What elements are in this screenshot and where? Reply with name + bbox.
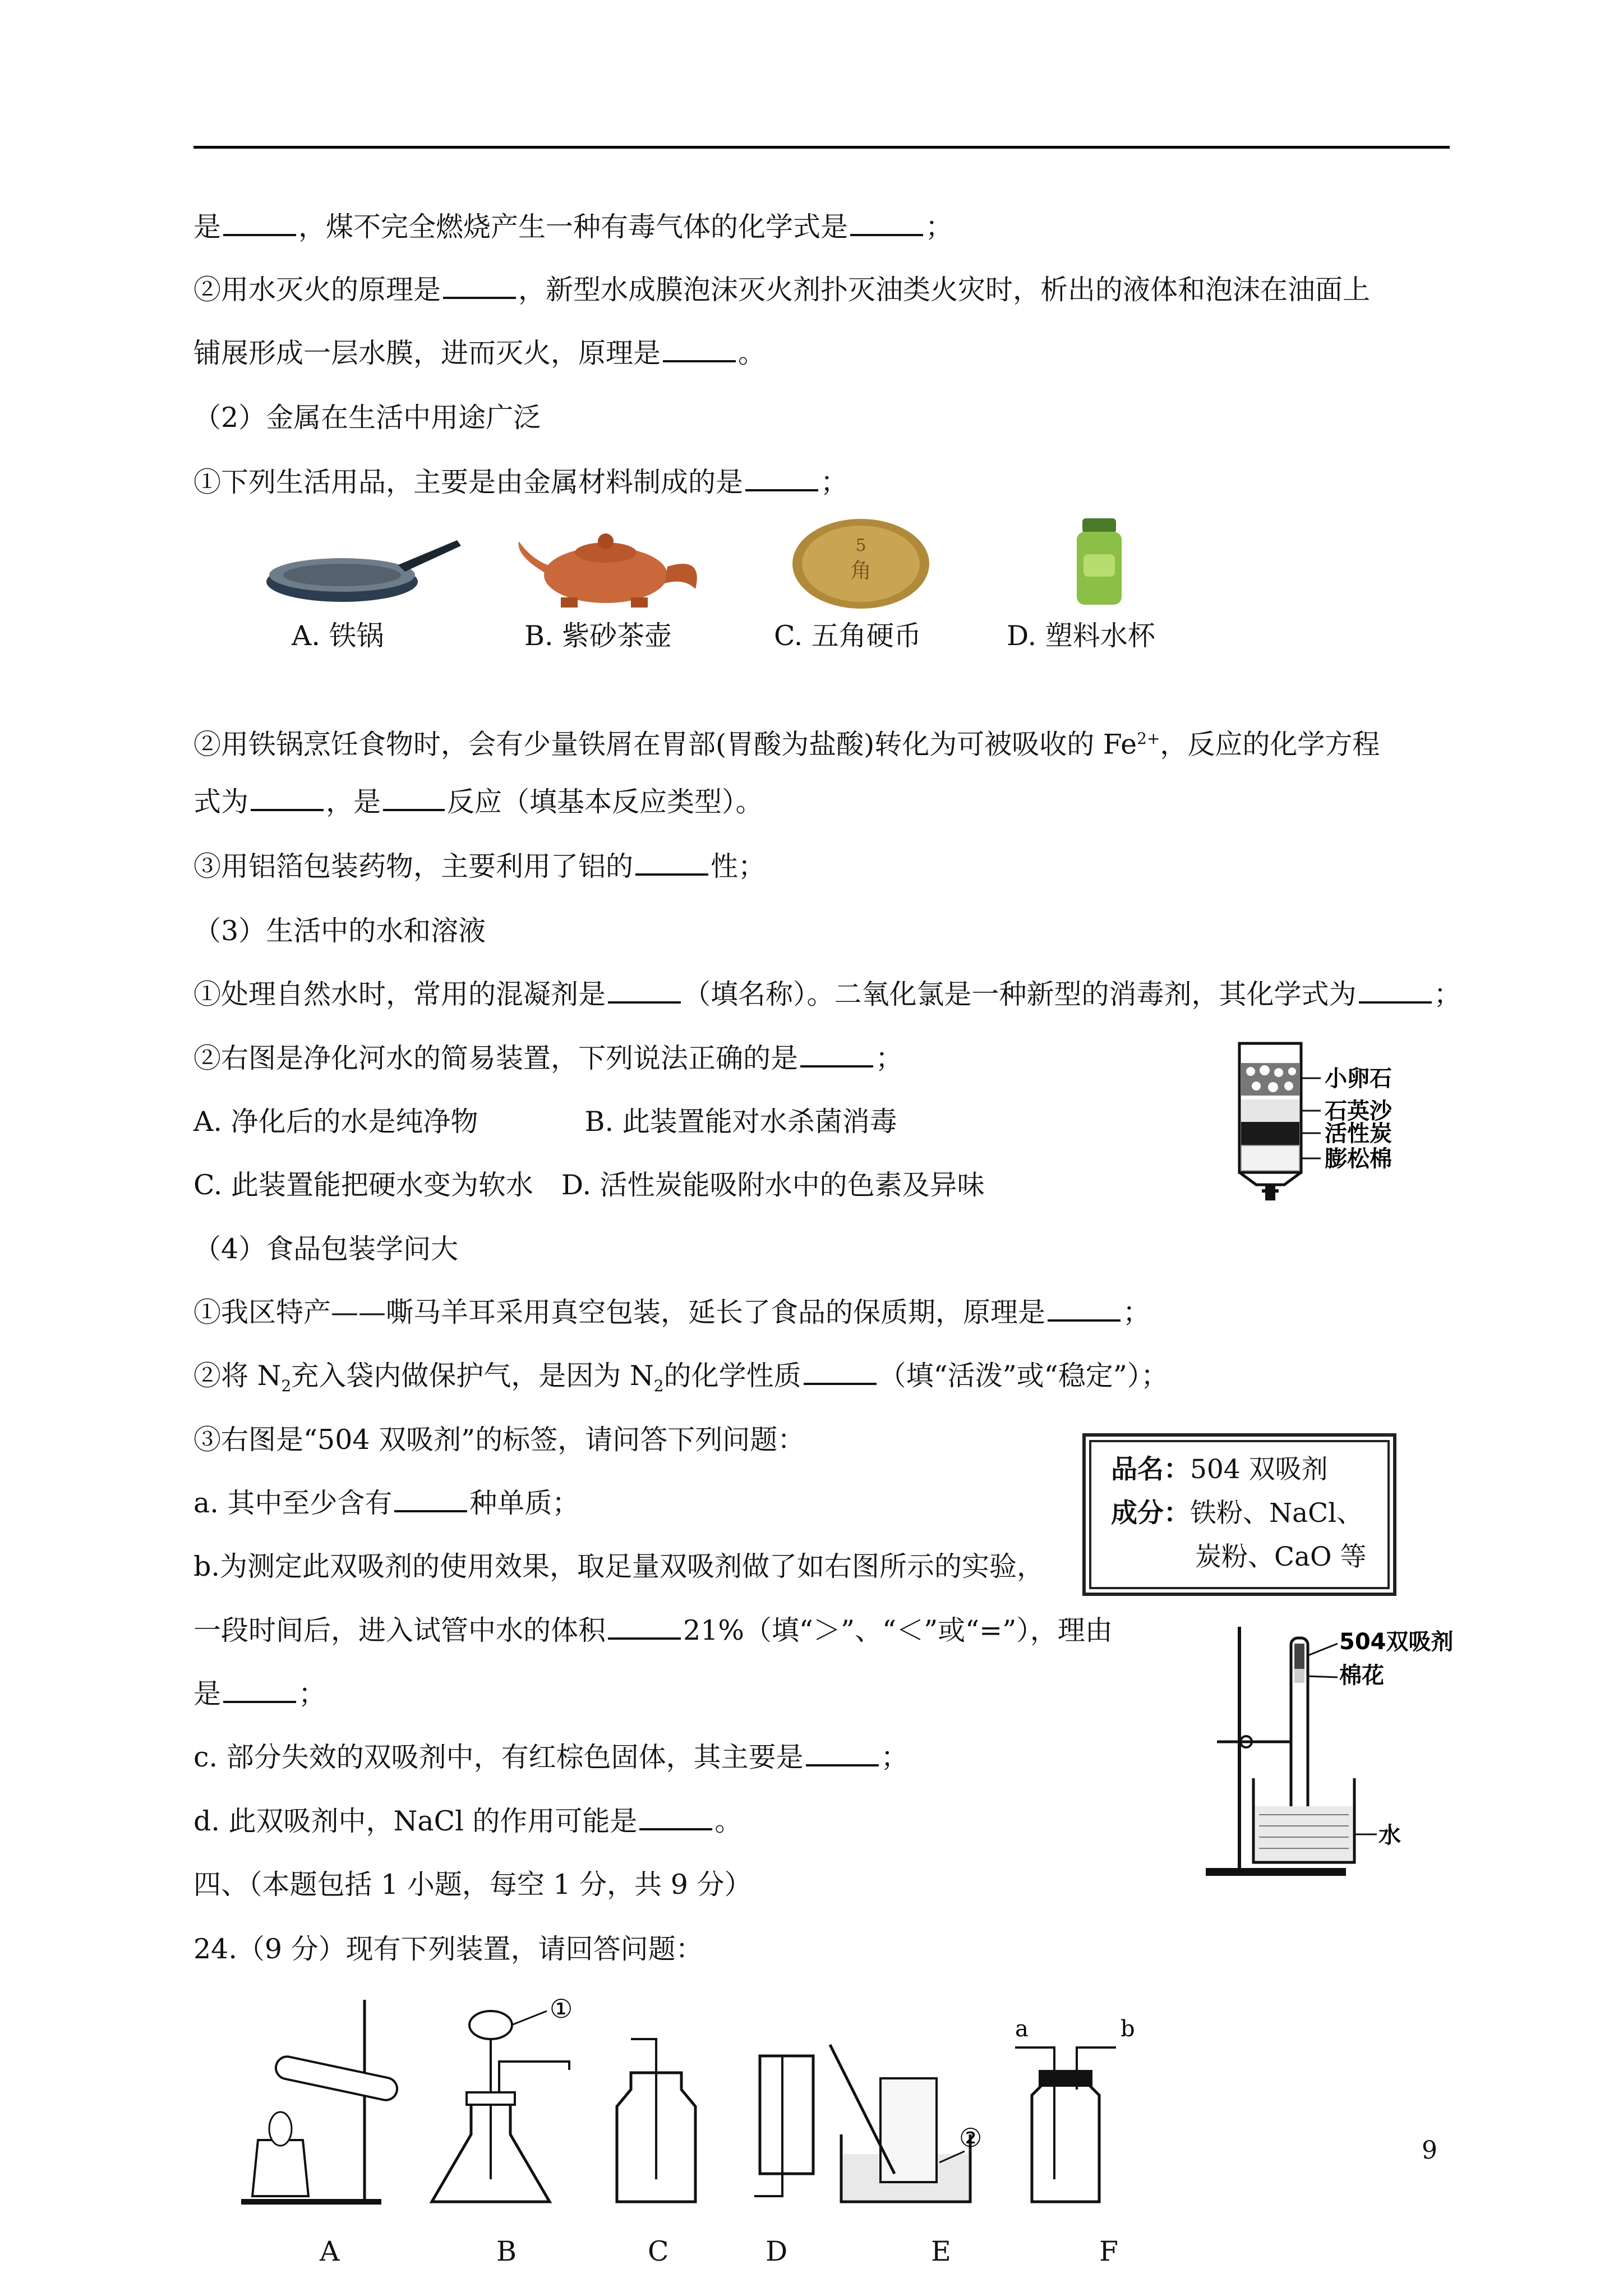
apparatus-figure [236,1994,1256,2207]
svg-text:b: b [1121,2016,1135,2042]
answer-blank[interactable] [223,1676,296,1703]
apparatus-label-f: F [1099,2235,1118,2267]
option-d-label: D. 塑料水杯 [1007,620,1155,652]
apparatus-d [754,2056,813,2196]
line-15: ①我区特产——嘶马羊耳采用真空包装，延长了食品的保质期，原理是 ； [193,1293,1150,1332]
line-18: a. 其中至少含有 种单质； [193,1484,579,1523]
teapot-figure [510,522,712,609]
answer-blank[interactable] [1359,977,1432,1004]
line-17: ③右图是“504 双吸剂”的标签，请问答下列问题： [193,1424,805,1456]
apparatus-e [830,2045,982,2202]
apparatus-label-a: A [320,2235,340,2267]
section-heading-3: （3）生活中的水和溶液 [193,915,486,947]
desiccant-label: 品名：504 双吸剂 成分：铁粉、NaCl、 炭粉、CaO 等 [1082,1433,1396,1596]
iron-wok-figure [258,530,465,606]
line-8: ③用铝箔包装药物，主要利用了铝的 性； [193,847,766,886]
line-22: c. 部分失效的双吸剂中，有红棕色固体，其主要是 ； [193,1738,909,1777]
answer-blank[interactable] [804,1358,877,1385]
apparatus-c [617,2039,695,2202]
question-24-stem: 24.（9 分）现有下列装置，请回答问题： [193,1933,703,1965]
option-c-label: C. 五角硬币 [774,620,921,652]
line-10: ①处理自然水时，常用的混凝剂是 （填名称）。二氧化氯是一种新型的消毒剂，其化学式为 ； [193,975,1461,1014]
line-13: C. 此装置能把硬水变为软水 D. 活性炭能吸附水中的色素及异味 [193,1169,985,1201]
section-heading-4: （4）食品包装学问大 [193,1233,459,1265]
line-16: ②将 $N_2$充入袋内做保护气，是因为 $N_2$的化学性质 （填“活泼”或“稳定”）； [193,1356,1168,1406]
answer-blank[interactable] [806,1740,879,1766]
svg-text:石英沙: 石英沙 [1325,1098,1392,1124]
answer-blank[interactable] [663,335,736,362]
svg-text:水: 水 [1378,1823,1401,1848]
line-5: ①下列生活用品，主要是由金属材料制成的是 ； [193,463,848,502]
apparatus-label-b: B [496,2235,517,2267]
line-20: 一段时间后，进入试管中水的体积 21%（填“＞”、“＜”或“=”），理由 [193,1611,1113,1650]
line-19: b.为测定此双吸剂的使用效果，取足量双吸剂做了如右图所示的实验， [193,1550,1044,1582]
line-11: ②右图是净化河水的简易装置，下列说法正确的是 ； [193,1039,903,1078]
answer-blank[interactable] [608,1613,681,1640]
svg-text:504双吸剂: 504双吸剂 [1339,1629,1454,1655]
line-1: 是 ，煤不完全燃烧产生一种有毒气体的化学式是 ； [193,208,953,247]
answer-blank[interactable] [608,977,681,1004]
apparatus-label-d: D [766,2235,788,2267]
answer-blank[interactable] [800,1041,873,1068]
desiccant-experiment-figure [1195,1621,1475,1890]
answer-blank[interactable] [223,209,296,236]
apparatus-a [241,2000,399,2205]
svg-text:角: 角 [850,558,872,583]
svg-text:①: ① [550,1994,573,2024]
section-heading-2: （2）金属在生活中用途广泛 [193,402,541,434]
answer-blank[interactable] [850,209,923,236]
svg-text:5: 5 [855,536,866,555]
apparatus-f [1015,2016,1135,2202]
line-2: ②用水灭火的原理是 ，新型水成膜泡沫灭火剂扑灭油类火灾时，析出的液体和泡沫在油面上 [193,270,1370,310]
svg-text:膨松棉: 膨松棉 [1325,1146,1392,1172]
apparatus-label-e: E [931,2235,951,2267]
apparatus-b [432,1994,573,2202]
line-23: d. 此双吸剂中，NaCl 的作用可能是 。 [193,1802,742,1841]
option-a-label: A. 铁锅 [292,620,384,652]
answer-blank[interactable] [745,464,818,491]
plastic-cup-figure [1066,515,1133,610]
answer-blank[interactable] [383,784,445,811]
answer-blank[interactable] [639,1803,712,1830]
line-6: ②用铁锅烹饪食物时，会有少量铁屑在胃部(胃酸为盐酸)转化为可被吸收的 $Fe^{2+}$，反应的化学方程 [193,728,1380,761]
option-b-label: B. 紫砂茶壶 [524,620,672,652]
line-21: 是 ； [193,1674,326,1714]
apparatus-label-c: C [648,2235,669,2267]
water-filter-figure [1223,1038,1436,1212]
header-rule [193,146,1450,149]
answer-blank[interactable] [443,272,516,299]
line-3: 铺展形成一层水膜，进而灭火，原理是 。 [193,334,766,373]
answer-blank[interactable] [1048,1295,1121,1322]
answer-blank[interactable] [394,1485,467,1512]
svg-text:a: a [1015,2016,1029,2042]
answer-blank[interactable] [251,784,324,811]
svg-text:②: ② [959,2123,983,2153]
line-7: 式为 ，是 反应（填基本反应类型）。 [193,783,763,822]
section-heading-four: 四、（本题包括 1 小题，每空 1 分，共 9 分） [193,1869,752,1901]
svg-text:棉花: 棉花 [1339,1663,1384,1688]
svg-text:小卵石: 小卵石 [1325,1066,1392,1092]
line-12: A. 净化后的水是纯净物 B. 此装置能对水杀菌消毒 [193,1106,897,1138]
answer-blank[interactable] [635,849,708,876]
svg-text:活性炭: 活性炭 [1325,1121,1392,1147]
coin-figure [788,516,934,611]
page-number: 9 [1422,2136,1437,2165]
